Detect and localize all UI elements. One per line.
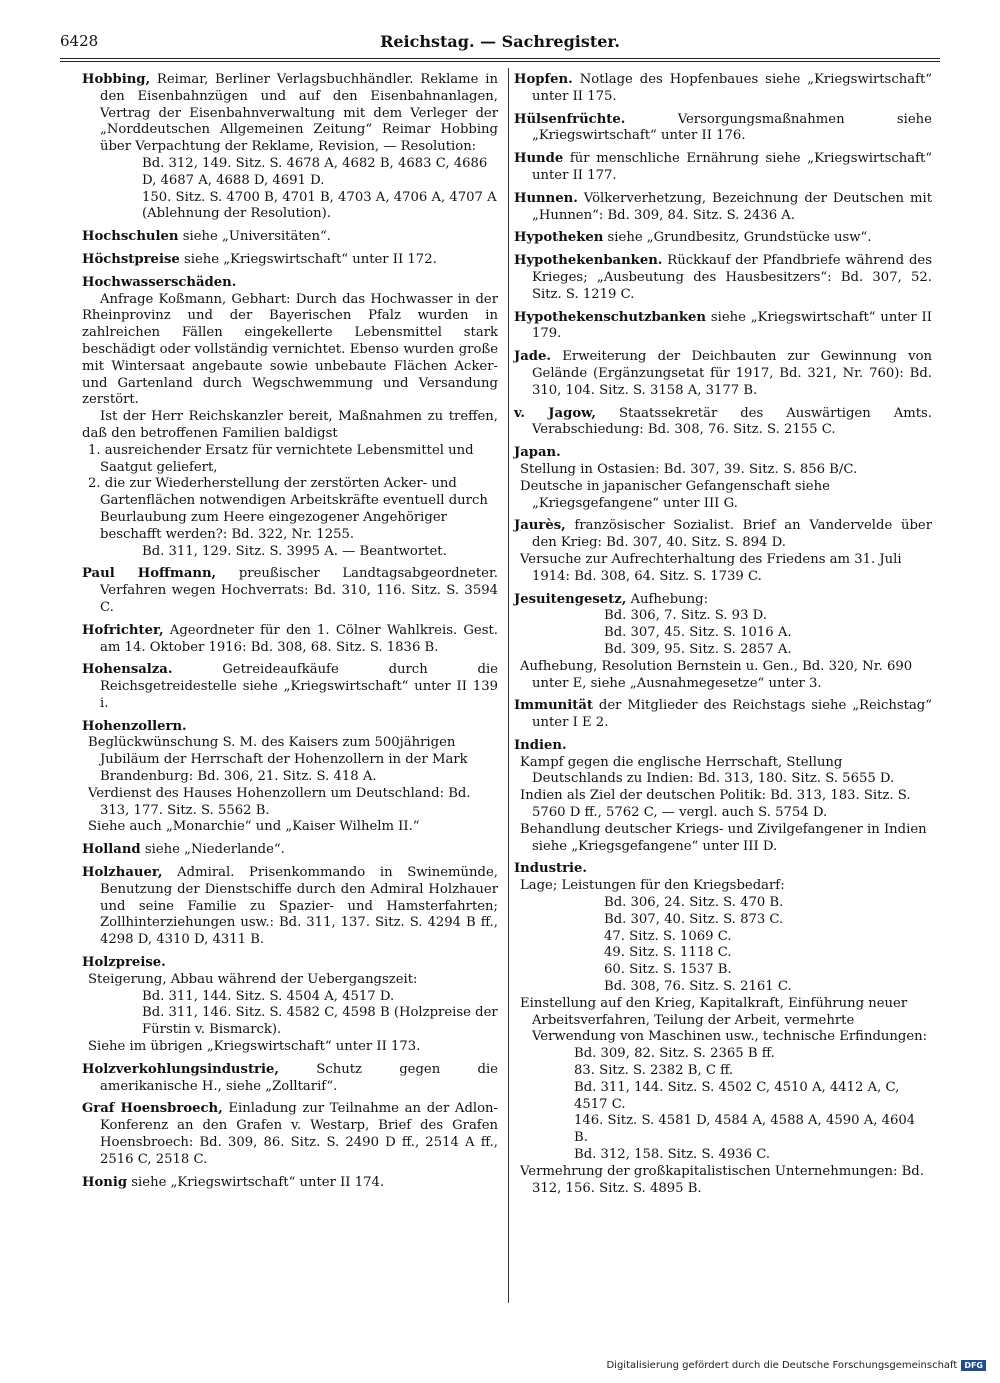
entry-paragraph: Anfrage Koßmann, Gebhart: Durch das Hochwasser in der Rheinprovinz und der Bayerischen Pfalz wurden in zahlreichen Fällen eingekellerte Lebensmittel stark beschädigt oder vollständig vernichtet. Ebenso wurden große mit Wintersaat angebaute sowie unbebaute Flächen Acker- und Gartenland durch Wegschwemmung und Versandung zerstört.: [82, 291, 498, 408]
entry-text: Getreideaufkäufe durch die Reichsgetreidestelle siehe „Kriegswirtschaft“ unter II 139 i.: [100, 662, 498, 711]
entry-headword: Hochwasserschäden.: [82, 274, 237, 290]
entry-text: der Mitglieder des Reichstags siehe „Reichstag“ unter I E 2.: [532, 698, 932, 731]
entry-lead: [514, 112, 932, 146]
entry-text: Reimar, Berliner Verlagsbuchhändler. Reklame in den Eisenbahnzügen und auf den Eisenbahnanlagen, Vertrag der Eisenbahnverwaltung mit dem Verleger der „Norddeutschen Allgemeinen Zeitung“ Reimar Hobbing über Verpachtung der Reklame, Revision, — Resolution:: [100, 72, 498, 155]
index-entry: [82, 865, 498, 949]
index-entry: [82, 566, 498, 616]
index-entry: [82, 955, 498, 1056]
entry-text: preußischer Landtagsabgeordneter. Verfahren wegen Hochverrats: Bd. 310, 116. Sitz. S. 3594 C.: [100, 566, 498, 615]
entry-line: Kampf gegen die englische Herrschaft, Stellung Deutschlands zu Indien: Bd. 313, 180. Sitz. S. 5655 D.: [520, 754, 895, 787]
entry-lead: [514, 230, 932, 247]
entry-text: Völkerverhetzung, Bezeichnung der Deutschen mit „Hunnen“: Bd. 309, 84. Sitz. S. 2436 A.: [532, 190, 932, 223]
entry-lead: [82, 72, 498, 156]
entry-line: Lage; Leistungen für den Kriegsbedarf:: [520, 878, 785, 894]
entry-text: siehe „Kriegswirtschaft“ unter II 179.: [532, 309, 932, 342]
index-entry: [82, 623, 498, 657]
entry-headword: Hohenzollern.: [82, 718, 187, 734]
entry-line: Aufhebung, Resolution Bernstein u. Gen., Bd. 320, Nr. 690 unter E, siehe „Ausnahmegesetze“ unter 3.: [520, 658, 913, 691]
entry-lead: [82, 865, 498, 949]
entry-headword: Hunde: [514, 151, 564, 167]
entry-text: Rückkauf der Pfandbriefe während des Krieges; „Ausbeutung des Hausbesitzers“: Bd. 307, 52. Sitz. S. 1219 C.: [532, 253, 932, 302]
entry-lead: [82, 623, 498, 657]
entry-reference: Bd. 311, 144. Sitz. S. 4504 A, 4517 D.: [142, 988, 395, 1004]
entry-line: Stellung in Ostasien: Bd. 307, 39. Sitz. S. 856 B/C.: [520, 461, 858, 477]
page-header: [60, 32, 940, 56]
index-entry: [82, 72, 498, 223]
entry-headword: Honig: [82, 1174, 128, 1190]
index-entry: [514, 518, 932, 585]
entry-paragraph: Ist der Herr Reichskanzler bereit, Maßnahmen zu treffen, daß den betroffenen Familien baldigst: [82, 409, 498, 441]
entry-headword: Hülsenfrüchte.: [514, 111, 626, 127]
entry-line: Einstellung auf den Krieg, Kapitalkraft, Einführung neuer Arbeitsverfahren, Teilung der Arbeit, vermehrte Verwendung von Maschinen usw., technische Erfindungen:: [520, 995, 928, 1045]
index-entry: [82, 1062, 498, 1096]
index-entry: [514, 112, 932, 146]
entry-reference: Bd. 306, 24. Sitz. S. 470 B.: [604, 895, 784, 911]
entry-text: für menschliche Ernährung siehe „Kriegswirtschaft“ unter II 177.: [532, 151, 933, 183]
entry-reference: Bd. 311, 146. Sitz. S. 4582 C, 4598 B (Holzpreise der Fürstin v. Bismarck).: [142, 1005, 498, 1038]
entry-line: Verdienst des Hauses Hohenzollern um Deutschland: Bd. 313, 177. Sitz. S. 5562 B.: [88, 785, 471, 818]
entry-line: Behandlung deutscher Kriegs- und Zivilgefangener in Indien siehe „Kriegsgefangene“ unter III D.: [520, 821, 927, 854]
index-entry: [514, 191, 932, 225]
entry-reference: 60. Sitz. S. 1537 B.: [604, 962, 732, 978]
entry-lead: [514, 72, 932, 106]
entry-reference: Bd. 309, 82. Sitz. S. 2365 B ff.: [574, 1046, 775, 1062]
index-entry: [514, 738, 932, 856]
entry-headword: Japan.: [514, 445, 561, 461]
index-entry: [82, 719, 498, 837]
entry-headword: Holland: [82, 842, 141, 858]
entry-lead: [514, 518, 932, 552]
entry-headword: Hofrichter,: [82, 622, 164, 638]
index-entry: [514, 698, 932, 732]
entry-lead: [514, 191, 932, 225]
entry-lead: [82, 229, 498, 246]
entry-reference: Bd. 307, 40. Sitz. S. 873 C.: [604, 911, 784, 927]
entry-line: Beglückwünschung S. M. des Kaisers zum 500jährigen Jubiläum der Herrschaft der Hohenzollern in der Mark Brandenburg: Bd. 306, 21. Sitz. S. 418 A.: [88, 735, 468, 785]
entry-headword: Industrie.: [514, 861, 588, 877]
entry-reference: Bd. 311, 144. Sitz. S. 4502 C, 4510 A, 4412 A, C, 4517 C.: [574, 1079, 900, 1112]
dfg-logo: DFG: [961, 1360, 986, 1371]
entry-reference: Bd. 306, 7. Sitz. S. 93 D.: [604, 608, 767, 624]
entry-lead: [82, 275, 498, 292]
column-divider: [508, 68, 509, 1303]
entry-lead: [82, 252, 498, 269]
entry-headword: Graf Hoensbroech,: [82, 1101, 223, 1117]
entry-reference: Bd. 311, 129. Sitz. S. 3995 A. — Beantwortet.: [142, 543, 447, 559]
entry-lead: [514, 861, 932, 878]
entry-headword: Hopfen.: [514, 72, 573, 87]
entry-text: Staatssekretär des Auswärtigen Amts. Verabschiedung: Bd. 308, 76. Sitz. S. 2155 C.: [532, 405, 933, 438]
entry-lead: [514, 310, 932, 344]
entry-lead: [82, 842, 498, 859]
entry-text: siehe „Grundbesitz, Grundstücke usw“.: [607, 230, 872, 246]
entry-list-item: 1. ausreichender Ersatz für vernichtete Lebensmittel und Saatgut geliefert,: [88, 442, 474, 475]
entry-text: Versorgungsmaßnahmen siehe „Kriegswirtschaft“ unter II 176.: [532, 111, 932, 144]
entry-text: siehe „Kriegswirtschaft“ unter II 174.: [131, 1174, 385, 1190]
entry-reference: Bd. 312, 158. Sitz. S. 4936 C.: [574, 1147, 771, 1163]
entry-reference: Bd. 307, 45. Sitz. S. 1016 A.: [604, 625, 792, 641]
entry-line: Siehe auch „Monarchie“ und „Kaiser Wilhelm II.“: [88, 819, 420, 835]
footer-text: Digitalisierung gefördert durch die Deutsche Forschungsgemeinschaft: [606, 1360, 958, 1371]
entry-text: Notlage des Hopfenbaues siehe „Kriegswirtschaft“ unter II 175.: [532, 72, 932, 104]
index-entry: [514, 230, 932, 247]
running-head: Reichstag. — Sachregister.: [380, 32, 620, 51]
index-entry: [514, 151, 932, 185]
entry-lead: [82, 719, 498, 736]
entry-lead: [514, 445, 932, 462]
entry-headword: Holzverkohlungsindustrie,: [82, 1061, 279, 1077]
entry-text: siehe „Kriegswirtschaft“ unter II 172.: [183, 251, 437, 267]
index-entry: [514, 72, 932, 106]
entry-line: Steigerung, Abbau während der Uebergangszeit:: [88, 971, 418, 987]
entry-line: Indien als Ziel der deutschen Politik: Bd. 313, 183. Sitz. S. 5760 D ff., 5762 C, — vergl. auch S. 5754 D.: [520, 788, 911, 821]
index-entry: [82, 662, 498, 712]
entry-headword: Jade.: [514, 349, 551, 365]
entry-line: Siehe im übrigen „Kriegswirtschaft“ unter II 173.: [88, 1039, 421, 1055]
entry-headword: Jaurès,: [514, 518, 566, 534]
entry-headword: Hypothekenschutzbanken: [514, 309, 707, 325]
entry-line: Versuche zur Aufrechterhaltung des Friedens am 31. Juli 1914: Bd. 308, 64. Sitz. S. 1739 C.: [520, 551, 902, 584]
entry-text: französischer Sozialist. Brief an Vandervelde über den Krieg: Bd. 307, 40. Sitz. S. 894 D.: [532, 518, 932, 551]
entry-headword: Paul Hoffmann,: [82, 566, 217, 582]
index-entry: [82, 842, 498, 859]
index-entry: [514, 349, 932, 399]
entry-lead: [514, 151, 932, 185]
index-entry: [82, 1101, 498, 1168]
entry-headword: Immunität: [514, 698, 593, 714]
index-entry: [82, 1175, 498, 1192]
entry-reference: 146. Sitz. S. 4581 D, 4584 A, 4588 A, 4590 A, 4604 B.: [574, 1113, 916, 1146]
index-entry: [514, 592, 932, 693]
entry-text: Aufhebung:: [630, 591, 709, 607]
entry-headword: Hypotheken: [514, 230, 604, 246]
entry-lead: [514, 698, 932, 732]
entry-text: siehe „Universitäten“.: [182, 229, 331, 245]
entry-text: Admiral. Prisenkommando in Swinemünde, Benutzung der Dienstschiffe durch den Admiral Holzhauer und seine Familie zu Spazier- und Hamsterfahrten; Zollhinterziehungen usw.: Bd. 311, 137. Sitz. S. 4294 B ff., 4298 D, 4310 D, 4311 B.: [100, 865, 498, 948]
entry-headword: v. Jagow,: [514, 405, 596, 421]
entry-lead: [514, 406, 932, 440]
entry-lead: [82, 955, 498, 972]
index-entry: [514, 253, 932, 303]
entry-line: Vermehrung der großkapitalistischen Unternehmungen: Bd. 312, 156. Sitz. S. 4895 B.: [520, 1163, 924, 1196]
page-number: 6428: [60, 32, 99, 50]
entry-text: siehe „Niederlande“.: [144, 842, 285, 858]
entry-headword: Holzpreise.: [82, 955, 166, 971]
index-entry: [514, 310, 932, 344]
entry-headword: Indien.: [514, 737, 567, 753]
entry-reference: 47. Sitz. S. 1069 C.: [604, 928, 732, 944]
entry-reference: 150. Sitz. S. 4700 B, 4701 B, 4703 A, 4706 A, 4707 A (Ablehnung der Resolution).: [142, 189, 497, 222]
entry-lead: [514, 253, 932, 303]
entry-reference: 49. Sitz. S. 1118 C.: [604, 945, 732, 961]
entry-reference: Bd. 312, 149. Sitz. S. 4678 A, 4682 B, 4683 C, 4686 D, 4687 A, 4688 D, 4691 D.: [142, 155, 488, 188]
header-rule-double: [60, 61, 940, 62]
entry-text: Erweiterung der Deichbauten zur Gewinnung von Gelände (Ergänzungsetat für 1917, Bd. 321, Nr. 760): Bd. 310, 104. Sitz. S. 3158 A, 3177 B.: [532, 349, 933, 398]
entry-list-item: 2. die zur Wiederherstellung der zerstörten Acker- und Gartenflächen notwendigen Arbeitskräfte eventuell durch Beurlaubung zum Heere eingezogener Angehöriger beschafft werden?: Bd. 322, Nr. 1255.: [88, 476, 488, 542]
entry-lead: [514, 349, 932, 399]
index-entry: [514, 861, 932, 1197]
entry-lead: [82, 662, 498, 712]
entry-lead: [82, 566, 498, 616]
index-entry: [82, 229, 498, 246]
entry-text: Schutz gegen die amerikanische H., siehe „Zolltarif“.: [100, 1061, 498, 1094]
footer-credit: [606, 1360, 986, 1371]
entry-lead: [82, 1062, 498, 1096]
entry-headword: Holzhauer,: [82, 865, 163, 881]
entry-reference: 83. Sitz. S. 2382 B, C ff.: [574, 1063, 734, 1079]
entry-lead: [514, 738, 932, 755]
index-entry: [82, 275, 498, 561]
entry-headword: Jesuitengesetz,: [514, 591, 627, 607]
entry-reference: Bd. 309, 95. Sitz. S. 2857 A.: [604, 641, 792, 657]
entry-lead: [82, 1175, 498, 1192]
entry-lead: [514, 592, 932, 609]
header-rule: [60, 58, 940, 59]
index-entry: [514, 406, 932, 440]
entry-lead: [82, 1101, 498, 1168]
entry-reference: Bd. 308, 76. Sitz. S. 2161 C.: [604, 979, 792, 995]
index-entry: [82, 252, 498, 269]
right-column: [514, 72, 932, 1203]
entry-headword: Hunnen.: [514, 190, 578, 206]
left-column: [82, 72, 498, 1197]
entry-headword: Hypothekenbanken.: [514, 253, 663, 269]
entry-text: Ageordneter für den 1. Cölner Wahlkreis. Gest. am 14. Oktober 1916: Bd. 308, 68. Sitz. S. 1836 B.: [100, 622, 498, 655]
entry-headword: Hohensalza.: [82, 662, 173, 678]
index-entry: [514, 445, 932, 512]
entry-headword: Höchstpreise: [82, 251, 180, 267]
entry-text: Einladung zur Teilnahme an der Adlon-Konferenz an den Grafen v. Westarp, Brief des Grafen Hoensbroech: Bd. 309, 86. Sitz. S. 2490 D ff., 2514 A ff., 2516 C, 2518 C.: [100, 1101, 498, 1167]
entry-headword: Hobbing,: [82, 72, 151, 87]
entry-headword: Hochschulen: [82, 229, 179, 245]
entry-line: Deutsche in japanischer Gefangenschaft siehe „Kriegsgefangene“ unter III G.: [520, 478, 830, 511]
